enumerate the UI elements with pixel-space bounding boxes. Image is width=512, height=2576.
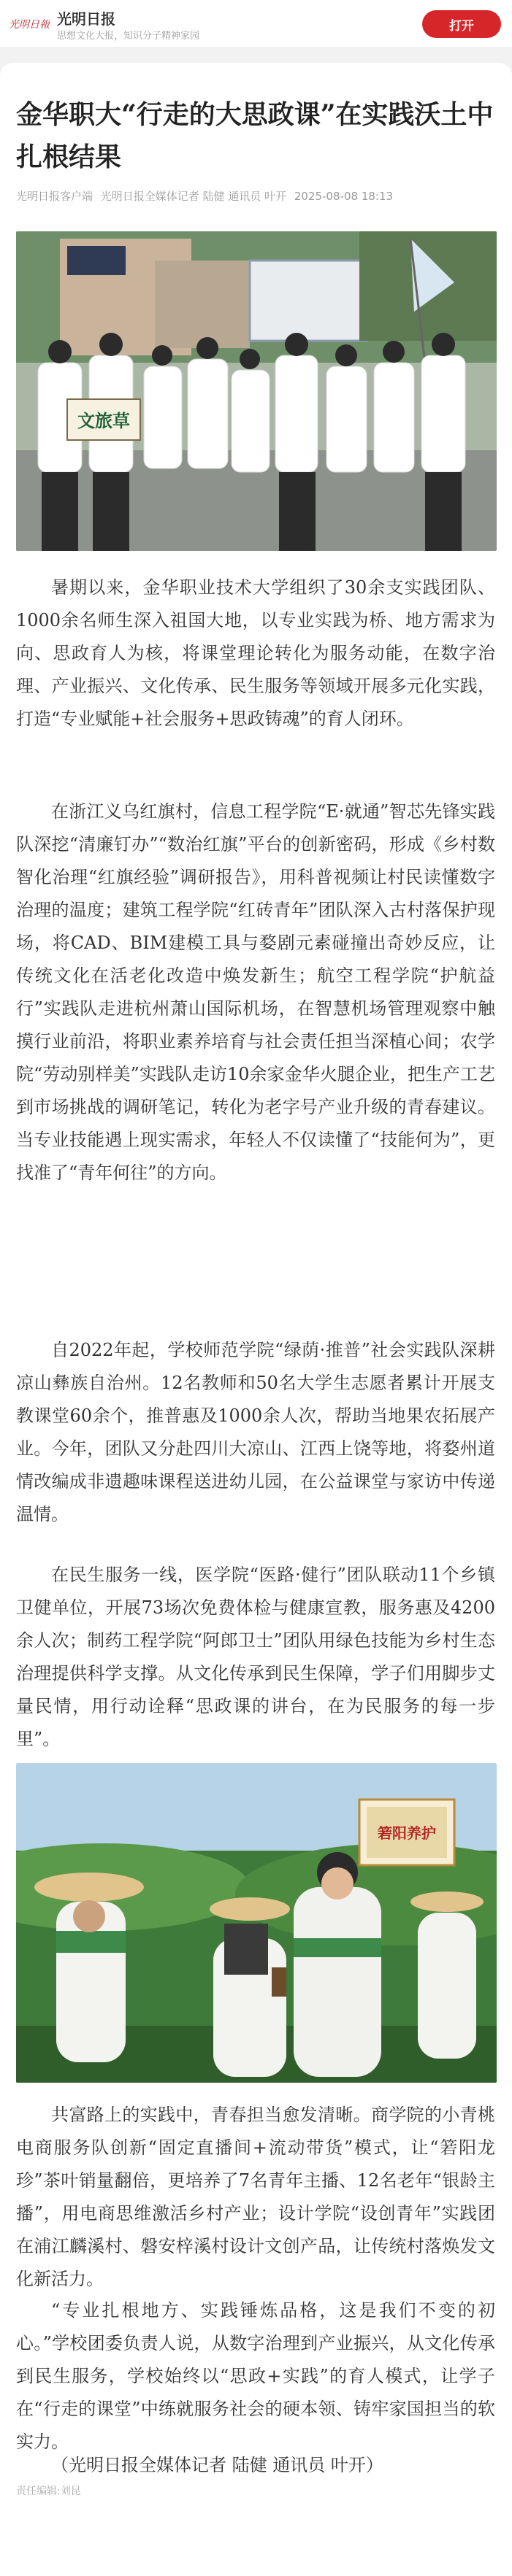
photo2-sign-text: 箬阳养护 xyxy=(378,1824,436,1842)
article-paragraph-1: 暑期以来，金华职业技术大学组织了30余支实践团队、1000余名师生深入祖国大地，以专业实践为桥、地方需求为向、思政育人为核，将课堂理论转化为服务动能，在数字治理、产业振兴、文化传承、民生服务等领域开展多元化实践，打造“专业赋能+社会服务+思政铸魂”的育人闭环。 xyxy=(16,577,495,729)
app-name: 光明日报 xyxy=(57,10,115,28)
article-byline: （光明日报全媒体记者 陆健 通讯员 叶开） xyxy=(51,2455,383,2475)
article-source: 光明日报客户端 xyxy=(16,190,93,203)
guangming-daily-logo[interactable] xyxy=(9,13,50,34)
article-paragraph-3: 自2022年起，学校师范学院“绿荫·推普”社会实践队深耕凉山彝族自治州。12名教师和50名大学生志愿者累计开展支教课堂60余个，推普惠及1000余人次，帮助当地果农拓展产业。今年，团队又分赴四川大凉山、江西上饶等地，将婺州道情改编成非遗趣味课程送进幼儿园，在公益课堂与家访中传递温情。 xyxy=(16,1340,495,1524)
app-top-bar xyxy=(0,0,512,48)
article-meta xyxy=(16,188,498,204)
responsible-editor: 责任编辑:刘昆 xyxy=(16,2486,81,2497)
logo-text: 光明日報 xyxy=(9,19,50,31)
article-photo-group[interactable] xyxy=(16,231,497,551)
article-card xyxy=(0,63,512,2576)
article-paragraph-2: 在浙江义乌红旗村，信息工程学院“E·就通”智芯先锋实践队深挖“清廉钉办”“数治红旗”平台的创新密码，形成《乡村数智化治理“红旗经验”调研报告》，用科普视频让村民读懂数字治理的温度；建筑工程学院“红砖青年”团队深入古村落保护现场，将CAD、BIM建模工具与婺剧元素碰撞出奇妙反应，让传统文化在活老化改造中焕发新生；航空工程学院“护航益行”实践队走进杭州萧山国际机场，在智慧机场管理观察中触摸行业前沿，将职业素养培育与社会责任担当深植心间；农学院“劳动别样美”实践队走访10余家金华火腿企业，把生产工艺到市场挑战的调研笔记，转化为老字号产业升级的青春建议。当专业技能遇上现实需求，年轻人不仅读懂了“技能何为”，更找准了“青年何往”的方向。 xyxy=(16,801,495,1183)
article-photo-tea[interactable] xyxy=(16,1763,497,2083)
article-paragraph-6: “专业扎根地方、实践锤炼品格，这是我们不变的初心。”学校团委负责人说，从数字治理到产业振兴，从文化传承到民生服务，学校始终以“思政+实践”的育人模式，让学子在“行走的课堂”中练就服务社会的硬本领、铸牢家国担当的软实力。 xyxy=(16,2300,495,2452)
article-author: 光明日报全媒体记者 陆健 通讯员 叶开 xyxy=(100,190,287,203)
article-title: 金华职大“行走的大思政课”在实践沃土中扎根结果 xyxy=(16,99,494,172)
article-paragraph-4: 在民生服务一线，医学院“医路·健行”团队联动11个乡镇卫健单位，开展73场次免费体检与健康宣教，服务惠及4200余人次；制药工程学院“阿郎卫士”团队用绿色技能为乡村生态治理提供科学支撑。从文化传承到民生保障，学子们用脚步丈量民情，用行动诠释“思政课的讲台，在为民服务的每一步里”。 xyxy=(16,1565,495,1749)
article-paragraph-5: 共富路上的实践中，青春担当愈发清晰。商学院的小青桃电商服务队创新“固定直播间+流动带货”模式，让“箬阳龙珍”茶叶销量翻倍，更培养了7名青年主播、12名老年“银龄主播”，用电商思维激活乡村产业；设计学院“设创青年”实践团在浦江麟溪村、磐安梓溪村设计文创产品，让传统村落焕发文化新活力。 xyxy=(16,2105,495,2289)
open-app-button[interactable]: 打开 xyxy=(422,10,501,38)
article-time: 2025-08-08 18:13 xyxy=(294,190,394,203)
group-photo-image xyxy=(16,231,497,551)
photo1-sign-text: 文旅草 xyxy=(77,410,130,431)
tea-photo-image xyxy=(16,1763,497,2083)
app-slogan: 思想文化大报，知识分子精神家园 xyxy=(57,31,200,42)
